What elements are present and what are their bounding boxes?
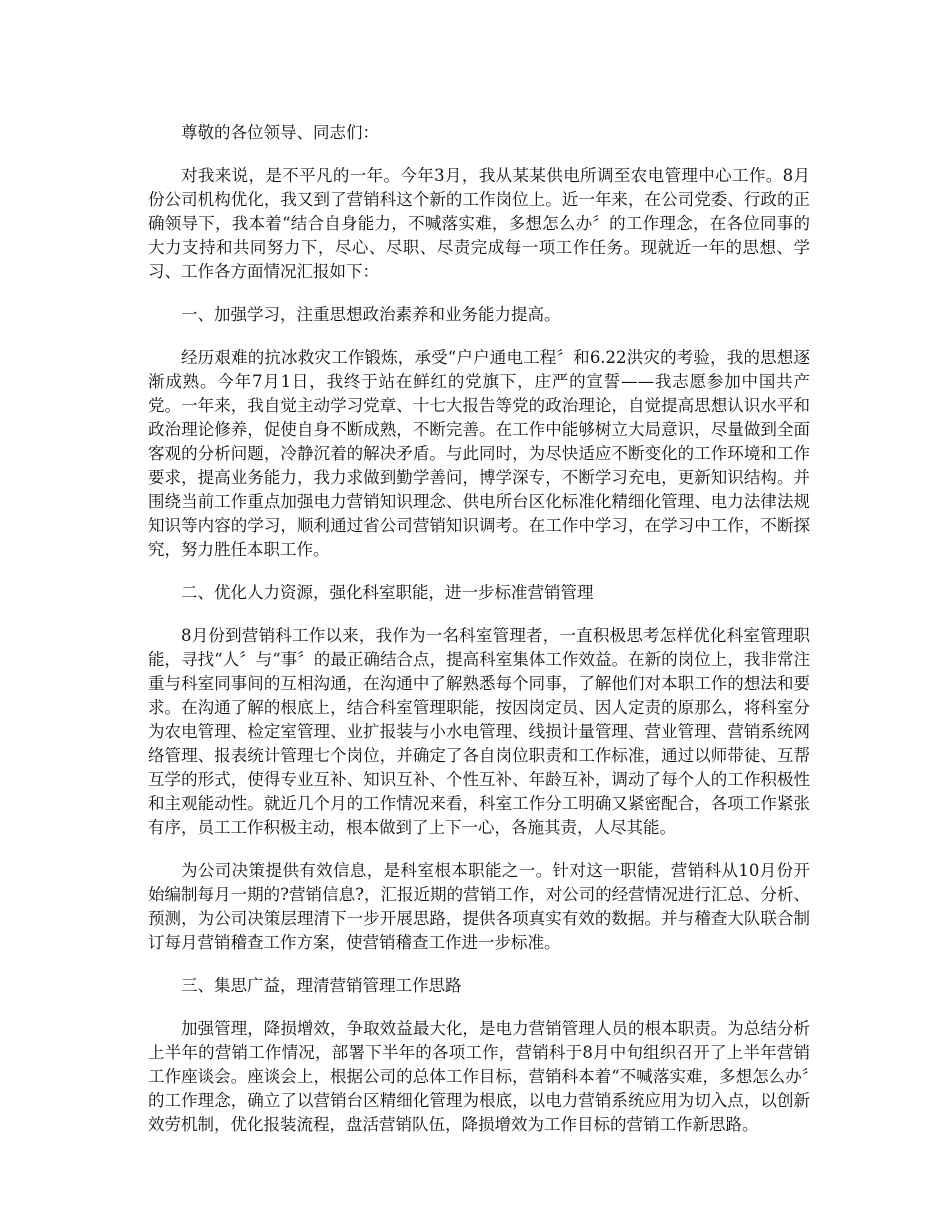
paragraph-hr: 8月份到营销科工作以来，我作为一名科室管理者，一直积极思考怎样优化科室管理职能，寻找“人〞与“事〞的最正确结合点，提高科室集体工作效益。在新的岗位上，我非常注重与科室同事间的互相沟通，在沟通中了解熟悉每个同事，了解他们对本职工作的想法和要求。在沟通了解的根底上，结合科室管理职能，按因岗定员、因人定责的原那么，将科室分为农电管理、检定室管理、业扩报装与小水电管理、线损计量管理、营业管理、营销系统网络管理、报表统计管理七个岗位，并确定了各自岗位职责和工作标准，通过以师带徒、互帮互学的形式，使得专业互补、知识互补、个性互补、年龄互补，调动了每个人的工作积极性和主观能动性。就近几个月的工作情况来看，科室工作分工明确又紧密配合，各项工作紧张有序，员工工作积极主动，根本做到了上下一心，各施其责，人尽其能。 xyxy=(148,626,810,837)
paragraph-study: 经历艰难的抗冰救灾工作锻炼，承受“户户通电工程〞和6.22洪灾的考验，我的思想逐渐成熟。今年7月1日，我终于站在鲜红的党旗下，庄严的宣誓——我志愿参加中国共产党。一年来，我自觉主动学习党章、十七大报告等党的政治理论，自觉提高思想认识水平和政治理论修养，促使自身不断成熟，不断完善。在工作中能够树立大局意识，尽量做到全面客观的分析问题，冷静沉着的解决矛盾。与此同时，为尽快适应不断变化的工作环境和工作要求，提高业务能力，我力求做到勤学善问，博学深专，不断学习充电，更新知识结构。并围绕当前工作重点加强电力营销知识理念、供电所台区化标准化精细化管理、电力法律法规知识等内容的学习，顺利通过省公司营销知识调考。在工作中学习，在学习中工作，不断探究，努力胜任本职工作。 xyxy=(148,348,810,559)
section-heading-2: 二、优化人力资源，强化科室职能，进一步标准营销管理 xyxy=(181,583,594,602)
paragraph-intro: 对我来说，是不平凡的一年。今年3月，我从某某供电所调至农电管理中心工作。8月份公司机构优化，我又到了营销科这个新的工作岗位上。近一年来，在公司党委、行政的正确领导下，我本着“结合自身能力，不喊落实难，多想怎么办〞的工作理念，在各位同事的大力支持和共同努力下，尽心、尽职、尽责完成每一项工作任务。现就近一年的思想、学习、工作各方面情况汇报如下： xyxy=(148,166,810,281)
section-heading-1: 一、加强学习，注重思想政治素养和业务能力提高。 xyxy=(181,305,561,324)
paragraph-decision: 为公司决策提供有效信息，是科室根本职能之一。针对这一职能，营销科从10月份开始编制每月一期的?营销信息?，汇报近期的营销工作，对公司的经营情况进行汇总、分析、预测，为公司决策层理清下一步开展思路，提供各项真实有效的数据。并与稽查大队联合制订每月营销稽查工作方案，使营销稽查工作进一步标准。 xyxy=(148,861,810,952)
salutation: 尊敬的各位领导、同志们： xyxy=(181,123,379,142)
document-body xyxy=(148,121,810,1156)
paragraph-management: 加强管理，降损增效，争取效益最大化，是电力营销管理人员的根本职责。为总结分析上半年的营销工作情况，部署下半年的各项工作，营销科于8月中旬组织召开了上半年营销工作座谈会。座谈会上，根据公司的总体工作目标，营销科本着“不喊落实难，多想怎么办〞的工作理念，确立了以营销台区精细化管理为根底，以电力营销系统应用为切入点，以创新效劳机制，优化报装流程，盘活营销队伍，降损增效为工作目标的营销工作新思路。 xyxy=(148,1019,810,1134)
section-heading-3: 三、集思广益，理清营销管理工作思路 xyxy=(181,976,462,995)
